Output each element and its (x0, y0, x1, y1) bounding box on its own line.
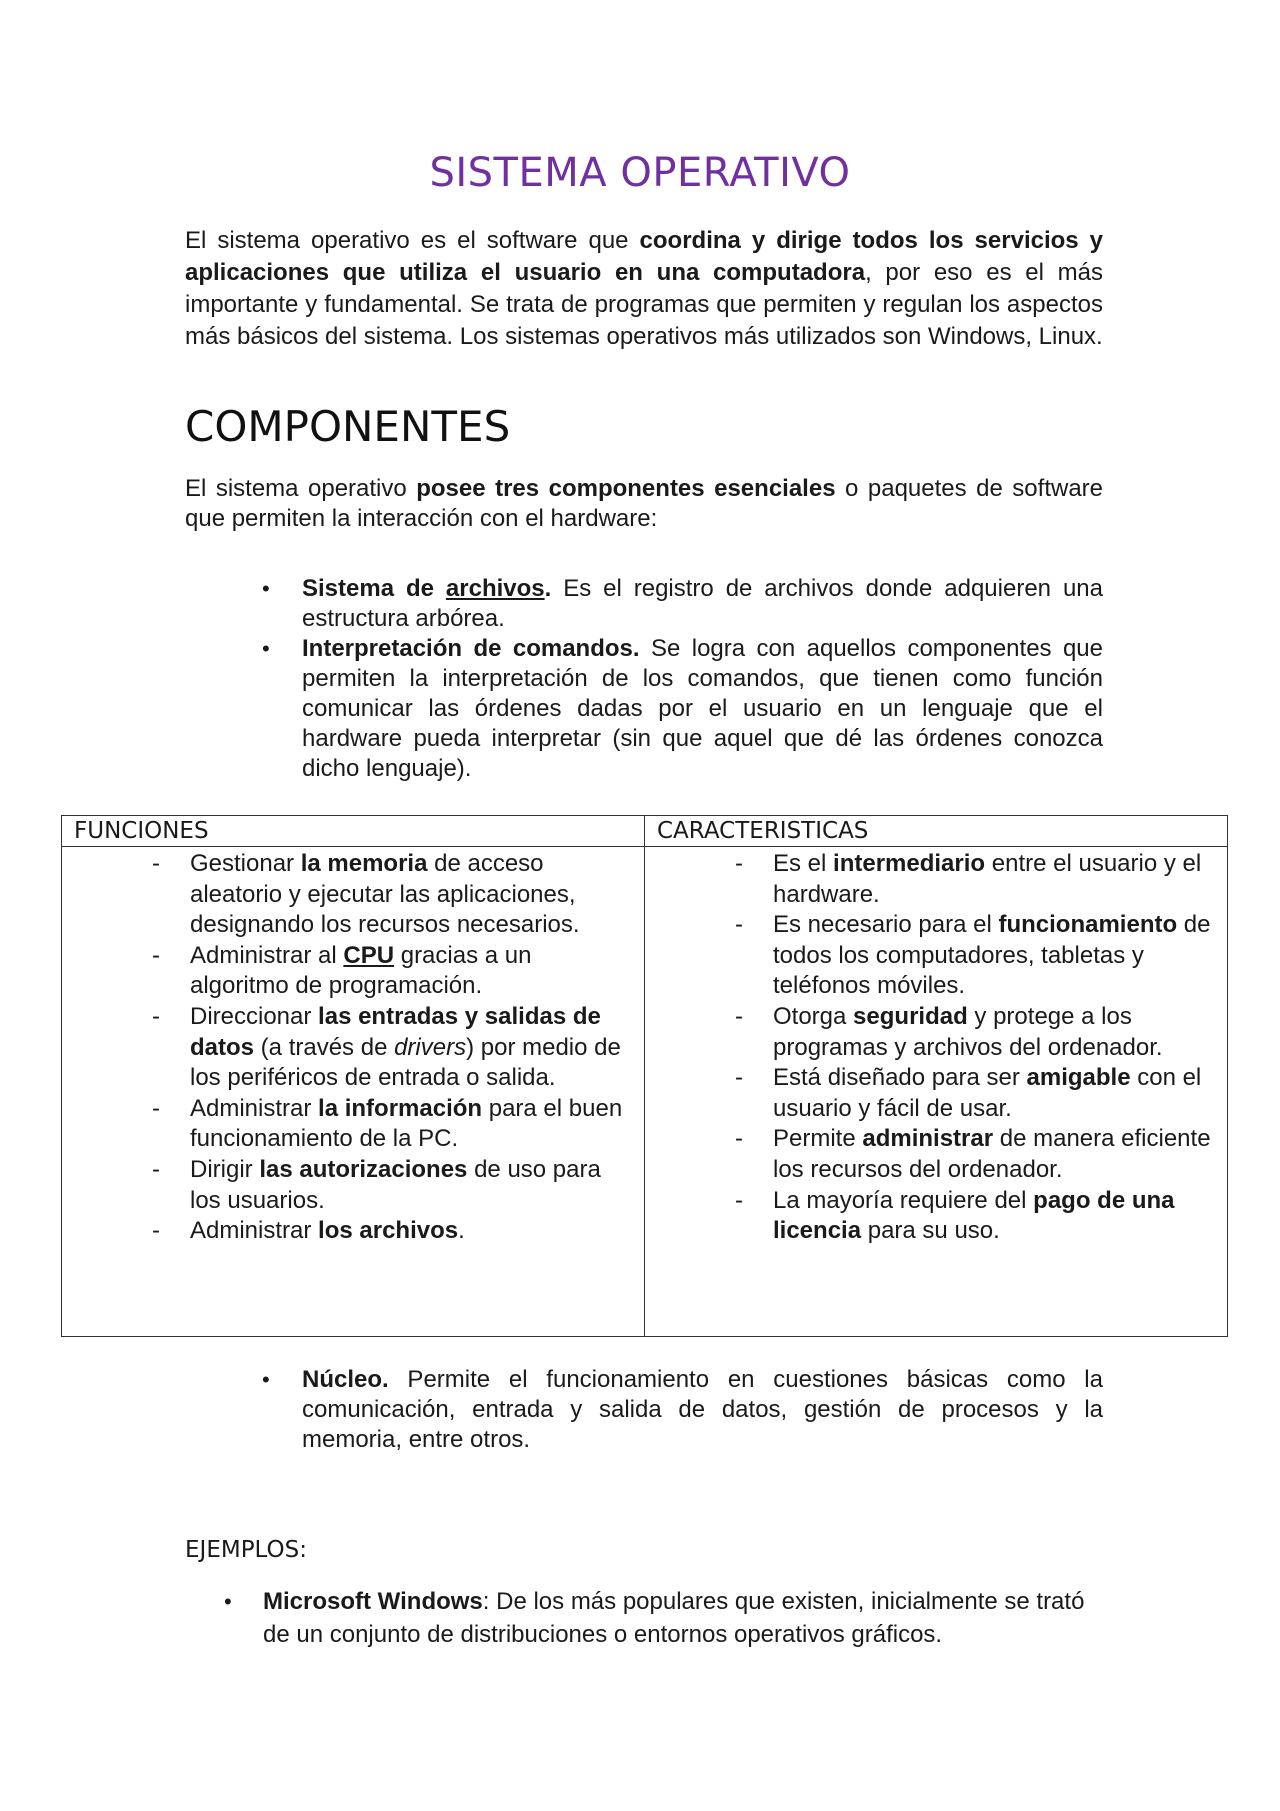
item-text: Está diseñado para ser (773, 1064, 1027, 1092)
table-row (62, 847, 1228, 1337)
components-heading: COMPONENTES (185, 402, 511, 451)
item-text: para el buen funcionamiento de la PC. (190, 1094, 623, 1153)
document-title: SISTEMA OPERATIVO (429, 150, 851, 196)
item-text: Administrar (190, 1094, 319, 1122)
item-italic: drivers (394, 1033, 467, 1061)
intro-text-1: El sistema operativo es el software que (185, 227, 640, 254)
dash-icon: - (152, 850, 160, 877)
item-bold-underlined: archivos (445, 575, 545, 602)
list-item (62, 1155, 644, 1216)
list-item (645, 1002, 1227, 1063)
dash-icon: - (735, 1002, 743, 1030)
item-text: y protege a los programas y archivos del ordenador. (773, 1002, 1163, 1061)
components-intro (185, 474, 1103, 534)
bullet-icon: • (262, 576, 270, 601)
item-text: Gestionar (190, 850, 301, 877)
dash-icon: - (735, 1064, 743, 1092)
item-bold: pago de una licencia (773, 1186, 1175, 1245)
list-item (645, 1063, 1227, 1124)
item-text: Permite el funcionamiento en cuestiones básicas como la comunicación, entrada y salida de datos, gestión de procesos y la memoria, entre otros. (302, 1366, 1103, 1453)
item-text: La mayoría requiere del (773, 1186, 1034, 1214)
bullet-icon: • (224, 1589, 232, 1614)
item-text: : De los más populares que existen, inicialmente se trató de un conjunto de distribuciones o entornos operativos gráficos. (263, 1588, 1085, 1648)
item-bold: la información (318, 1094, 483, 1122)
components-list (262, 574, 1103, 784)
examples-heading: EJEMPLOS: (185, 1537, 308, 1563)
dash-icon: - (152, 1217, 160, 1245)
item-text: ) por medio de los periféricos de entrada o salida. (190, 1033, 621, 1092)
item-text: Permite (773, 1125, 863, 1153)
list-item (62, 1216, 644, 1247)
item-bold: las autorizaciones (259, 1155, 468, 1183)
list-item (262, 634, 1103, 784)
list-item (645, 1124, 1227, 1185)
dash-icon: - (152, 1002, 160, 1030)
item-bold: funcionamiento (998, 911, 1178, 939)
dash-icon: - (152, 941, 160, 969)
item-bold: intermediario (833, 850, 986, 877)
bullet-icon: • (262, 1367, 270, 1392)
intro-paragraph (185, 225, 1103, 353)
item-bold: Sistema de (302, 575, 446, 602)
item-text: de manera eficiente los recursos del ordenador. (773, 1125, 1211, 1183)
item-bold: la memoria (300, 850, 428, 877)
item-text: gracias a un algoritmo de programación. (190, 941, 532, 1000)
components-intro-bold: posee tres componentes esenciales (416, 475, 836, 502)
table-header-row (62, 816, 1228, 847)
item-text: Otorga (773, 1002, 854, 1030)
item-text: Direccionar (190, 1002, 319, 1030)
item-text: Se logra con aquellos componentes que permiten la interpretación de los comandos, que tienen como función comunicar las órdenes dadas por el usuario en un lenguaje que el hardware pueda interpretar (sin que aquel que dé las órdenes conozca dicho lenguaje). (302, 635, 1103, 782)
dash-icon: - (152, 1094, 160, 1122)
list-item (262, 574, 1103, 634)
item-text: . (458, 1217, 465, 1245)
item-text: con el usuario y fácil de usar. (773, 1064, 1202, 1122)
caracteristicas-cell (645, 847, 1228, 1337)
item-text: (a través de (254, 1033, 395, 1061)
item-bold: seguridad (853, 1002, 968, 1030)
list-item (62, 849, 644, 941)
header-caracteristicas: CARACTERISTICAS (645, 816, 1228, 847)
examples-list (224, 1585, 1104, 1651)
item-bold: Núcleo. (302, 1366, 389, 1393)
list-item (645, 1186, 1227, 1247)
funciones-list (62, 849, 644, 1247)
item-text: para su uso. (861, 1217, 1000, 1245)
funciones-cell (62, 847, 645, 1337)
item-text: Es necesario para el (773, 911, 999, 939)
item-bold-underlined: CPU (343, 941, 395, 969)
components-intro-text-2: o paquetes de software que permiten la interacción con el hardware: (185, 475, 1103, 532)
item-text: Es el (773, 850, 834, 877)
intro-bold: coordina y dirige todos los servicios y aplicaciones que utiliza el usuario en una computadora (185, 227, 1103, 286)
list-item (645, 910, 1227, 1002)
dash-icon: - (735, 1186, 743, 1214)
list-item (262, 1365, 1103, 1455)
components-intro-text-1: El sistema operativo (185, 475, 417, 502)
item-bold: las entradas y salidas de datos (190, 1002, 601, 1061)
item-bold: los archivos (318, 1217, 459, 1245)
item-text: de uso para los usuarios. (190, 1155, 601, 1214)
dash-icon: - (735, 911, 743, 939)
list-item (645, 849, 1227, 910)
item-text: de todos los computadores, tabletas y teléfonos móviles. (773, 911, 1211, 1000)
dash-icon: - (735, 1125, 743, 1153)
intro-text-2: , por eso es el más importante y fundamental. Se trata de programas que permiten y regulan los aspectos más básicos del sistema. Los sistemas operativos más utilizados son Windows, Linux. (185, 259, 1103, 350)
caracteristicas-list (645, 849, 1227, 1247)
item-text: de acceso aleatorio y ejecutar las aplicaciones, designando los recursos necesarios. (190, 850, 580, 939)
list-item (62, 1002, 644, 1094)
list-item (62, 1094, 644, 1155)
item-bold: administrar (862, 1125, 994, 1153)
header-funciones: FUNCIONES (62, 816, 645, 847)
bullet-icon: • (262, 636, 270, 661)
item-text: Administrar (190, 1217, 319, 1245)
list-item (224, 1585, 1104, 1651)
item-text: Dirigir (190, 1155, 260, 1183)
item-text: entre el usuario y el hardware. (773, 850, 1202, 908)
dash-icon: - (735, 850, 743, 877)
item-bold: amigable (1026, 1064, 1131, 1092)
item-bold-end: . (544, 575, 552, 602)
item-text: Es el registro de archivos donde adquieren una estructura arbórea. (302, 575, 1103, 632)
dash-icon: - (152, 1155, 160, 1183)
item-text: Administrar al (190, 941, 344, 969)
item-bold: Interpretación de comandos. (302, 635, 640, 662)
nucleo-list (262, 1365, 1103, 1455)
item-bold: Microsoft Windows (263, 1588, 483, 1615)
list-item (62, 941, 644, 1002)
functions-table (61, 815, 1228, 1337)
